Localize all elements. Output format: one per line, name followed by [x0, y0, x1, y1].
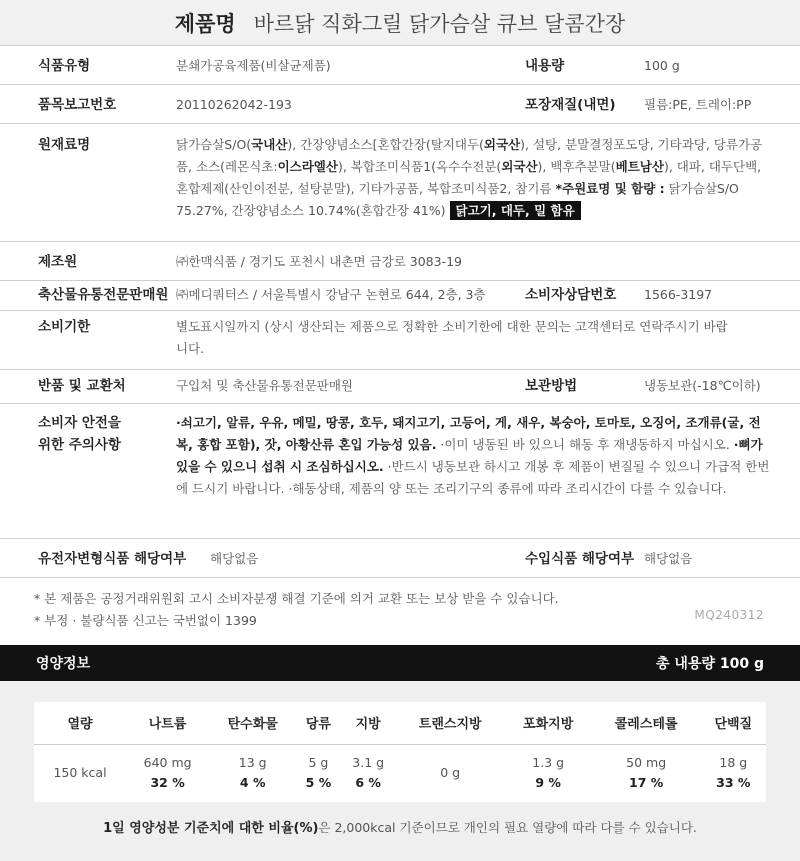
nutrient-name: 단백질 [701, 702, 766, 744]
consult-label: 소비자상담번호 [525, 287, 617, 303]
nutrition-footnote: 1일 영양성분 기준치에 대한 비율(%)은 2,000kcal 기준이므로 개인의 필요 열량에 따라 다를 수 있습니다. [103, 820, 697, 836]
nutrient-cell [701, 744, 766, 802]
row-report-number [0, 86, 800, 124]
nutrient-pct: 32 % [150, 775, 185, 791]
import-label: 수입식품 해당여부 [525, 551, 635, 567]
nutrient-name: 포화지방 [505, 702, 592, 744]
nutrient-pct: 4 % [239, 775, 266, 791]
nutrient-name: 열량 [34, 702, 126, 744]
food-type-label: 식품유형 [38, 58, 91, 74]
seller-value: ㈜메디쿼터스 / 서울특별시 강남구 논현로 644, 2층, 3층 [176, 287, 486, 302]
nutrition-table [34, 702, 766, 802]
consult-value: 1566-3197 [644, 287, 713, 302]
nutrient-amount: 0 g [440, 765, 461, 781]
nutrient-cell [592, 744, 701, 802]
nutrient-name: 당류 [296, 702, 340, 744]
caution-label-2: 위한 주의사항 [38, 437, 121, 453]
gmo-value: 해당없음 [210, 551, 259, 566]
ingredients-label: 원재료명 [38, 137, 91, 153]
nutrient-cell [209, 744, 296, 802]
nutrition-head-row [34, 702, 766, 744]
caution-label-1: 소비자 안전을 [38, 415, 121, 431]
nutrient-amount: 18 g [719, 755, 748, 771]
seller-label: 축산물유통전문판매원 [38, 287, 169, 303]
nutrient-cell [34, 744, 126, 802]
package-value: 필름:PE, 트레이:PP [644, 97, 752, 112]
nutrient-pct: 5 % [305, 775, 332, 791]
nutrient-cell [126, 744, 209, 802]
product-name-label: 제품명 [174, 11, 236, 36]
nutrient-cell [296, 744, 340, 802]
nutrient-amount: 13 g [238, 755, 267, 771]
nutrient-amount: 150 kcal [53, 765, 107, 781]
expiry-label: 소비기한 [38, 319, 91, 335]
note-compensation: * 본 제품은 공정거래위원회 고시 소비자분쟁 해결 기준에 의거 교환 또는 보상 받을 수 있습니다. [34, 591, 559, 606]
row-gmo [0, 540, 800, 578]
nutrition-total: 총 내용량 100 g [656, 656, 764, 672]
product-title-bar [0, 0, 800, 46]
gmo-label: 유전자변형식품 해당여부 [38, 551, 187, 567]
nutrient-cell [396, 744, 505, 802]
nutrient-pct: 33 % [716, 775, 751, 791]
nutrient-amount: 640 mg [143, 755, 192, 771]
nutrient-name: 지방 [341, 702, 396, 744]
report-number-value: 20110262042-193 [176, 97, 292, 112]
report-number-label: 품목보고번호 [38, 97, 117, 113]
return-label: 반품 및 교환처 [38, 378, 126, 394]
note-report: * 부정 · 불량식품 신고는 국번없이 1399 [34, 613, 257, 628]
nutrition-value-row [34, 744, 766, 802]
nutrient-cell [505, 744, 592, 802]
row-caution [0, 405, 800, 539]
row-expiry [0, 310, 800, 370]
notes [34, 588, 559, 632]
storage-label: 보관방법 [525, 378, 578, 394]
return-value: 구입처 및 축산물유통전문판매원 [176, 378, 353, 393]
food-type-value: 분쇄가공육제품(비살균제품) [176, 58, 331, 73]
row-return [0, 371, 800, 404]
expiry-value: 별도표시일까지 (상시 생산되는 제품으로 정확한 소비기한에 대한 문의는 고객센터로 연락주시기 바랍니다. [176, 319, 728, 356]
storage-value: 냉동보관(-18℃이하) [644, 378, 761, 393]
product-code: MQ240312 [694, 608, 764, 622]
nutrient-pct: 6 % [355, 775, 381, 791]
manufacturer-label: 제조원 [38, 254, 78, 270]
row-seller [0, 282, 800, 310]
nutrient-amount: 1.3 g [532, 755, 565, 771]
volume-value: 100 g [644, 58, 680, 73]
nutrition-header [0, 645, 800, 681]
nutrient-name: 트랜스지방 [396, 702, 505, 744]
ingredients-text: 닭가슴살S/O(국내산), 간장양념소스[혼합간장(탈지대두(외국산), 설탕, 분말결정포도당, 기타과당, 당류가공품, 소스(레몬식초:이스라엘산), 복합조미식품1(옥수수전분(외국산), 백후추분말(베트남산), 대파, 대두단백, 혼합제제(산인이전분, 설탕분말), 기타가공품, 복합조미식품2, 참기름 *주원료명 및 함량 : 닭가슴살S/O 75.27%, 간장양념소스 10.74%(혼합간장 41%) 닭고기, 대두, 밀 함유 [176, 137, 763, 218]
row-manufacturer [0, 243, 800, 281]
nutrient-amount: 50 mg [626, 755, 667, 771]
row-food-type [0, 47, 800, 85]
import-value: 해당없음 [644, 551, 693, 566]
product-name: 바르닭 직화그릴 닭가슴살 큐브 달콤간장 [253, 11, 626, 36]
nutrient-pct: 17 % [629, 775, 664, 791]
manufacturer-value: ㈜한맥식품 / 경기도 포천시 내촌면 금강로 3083-19 [176, 254, 462, 269]
nutrition-title: 영양정보 [36, 656, 91, 672]
nutrition-panel [0, 681, 800, 861]
package-label: 포장재질(내면) [525, 97, 616, 113]
row-ingredients [0, 125, 800, 242]
nutrient-name: 나트륨 [126, 702, 209, 744]
nutrient-amount: 3.1 g [352, 755, 385, 771]
nutrient-amount: 5 g [308, 755, 329, 771]
nutrient-name: 탄수화물 [209, 702, 296, 744]
nutrient-name: 콜레스테롤 [592, 702, 701, 744]
nutrient-cell [341, 744, 396, 802]
allergen-badge: 닭고기, 대두, 밀 함유 [450, 201, 581, 220]
nutrient-pct: 9 % [535, 775, 561, 791]
caution-text: ·쇠고기, 알류, 우유, 메밀, 땅콩, 호두, 돼지고기, 고등어, 게, 새우, 복숭아, 토마토, 오징어, 조개류(굴, 전복, 홍합 포함), 잣, 아황산류 혼입 가능성 있음. ·이미 냉동된 바 있으니 해동 후 재냉동하지 마십시오. ·뼈가 있을 수 있으니 섭취 시 조심하십시오. ·반드시 냉동보관 하시고 개봉 후 제품이 변질될 수 있으니 가급적 한번에 드시기 바랍니다. ·해동상태, 제품의 양 또는 조리기구의 종류에 따라 조리시간이 다를 수 있습니다. [176, 415, 770, 496]
volume-label: 내용량 [525, 58, 565, 74]
